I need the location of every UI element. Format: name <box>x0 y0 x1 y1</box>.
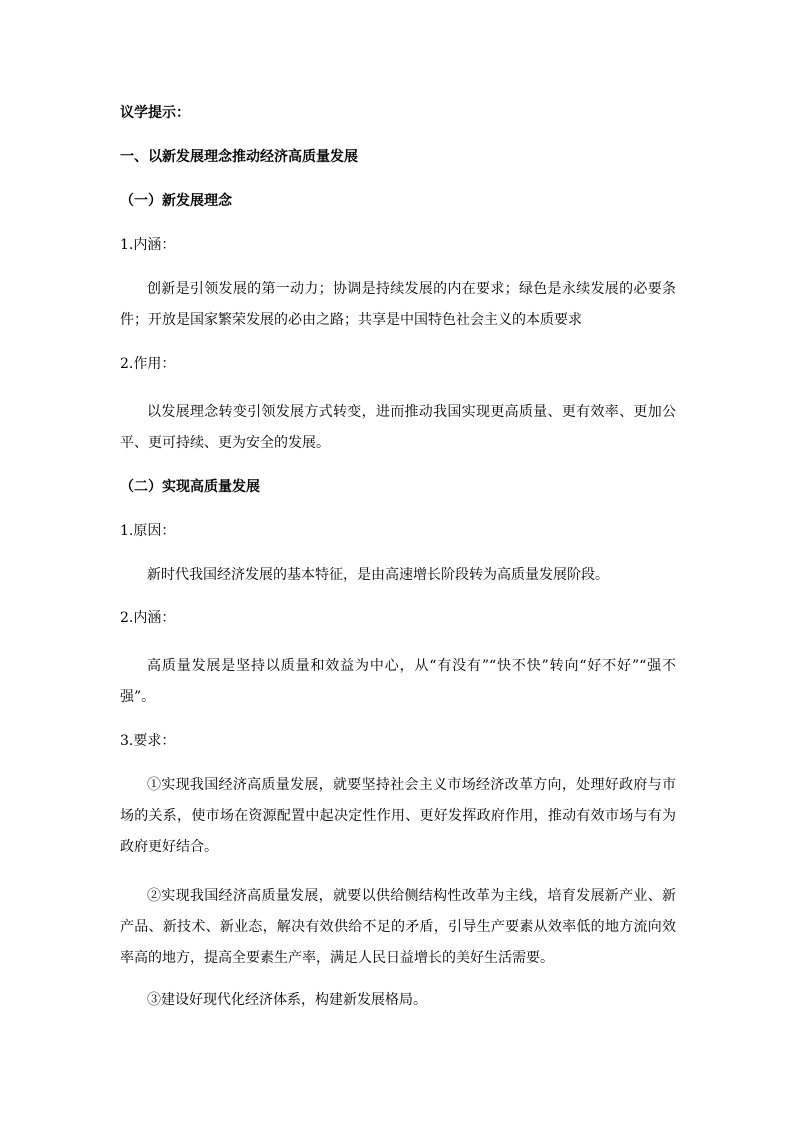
paragraph-connotation: 创新是引领发展的第一动力；协调是持续发展的内在要求；绿色是永续发展的必要条件；开放是国家繁荣发展的必由之路；共享是中国特色社会主义的本质要求 <box>120 281 676 328</box>
item-label-requirements: 3.要求： <box>120 733 176 749</box>
section-heading: 一、以新发展理念推动经济高质量发展 <box>120 149 358 165</box>
paragraph-requirement-3: ③建设好现代化经济体系，构建新发展格局。 <box>147 992 427 1008</box>
paragraph-requirement-1: ①实现我国经济高质量发展，就要坚持社会主义市场经济改革方向，处理好政府与市场的关系，使市场在资源配置中起决定性作用、更好发挥政府作用，推动有效市场与有为政府更好结合。 <box>120 777 676 855</box>
item-label-connotation-2: 2.内涵： <box>120 610 176 626</box>
subsection-heading-high-quality-development: （二）实现高质量发展 <box>120 479 260 495</box>
subsection-heading-new-development-concept: （一）新发展理念 <box>120 193 232 209</box>
item-label-function: 2.作用： <box>120 356 176 372</box>
paragraph-function: 以发展理念转变引领发展方式转变，进而推动我国实现更高质量、更有效率、更加公平、更可持续、更为安全的发展。 <box>120 404 676 451</box>
paragraph-requirement-2: ②实现我国经济高质量发展，就要以供给侧结构性改革为主线，培育发展新产业、新产品、新技术、新业态，解决有效供给不足的矛盾，引导生产要素从效率低的地方流向效率高的地方，提高全要素生产率，满足人民日益增长的美好生活需要。 <box>120 888 676 966</box>
item-label-reason: 1.原因： <box>120 523 176 539</box>
document-title: 议学提示： <box>120 105 190 121</box>
paragraph-reason: 新时代我国经济发展的基本特征，是由高速增长阶段转为高质量发展阶段。 <box>147 567 609 583</box>
item-label-connotation: 1.内涵： <box>120 237 176 253</box>
paragraph-connotation-2: 高质量发展是坚持以质量和效益为中心，从“有没有”“快不快”转向“好不好”“强不强”。 <box>120 658 676 705</box>
